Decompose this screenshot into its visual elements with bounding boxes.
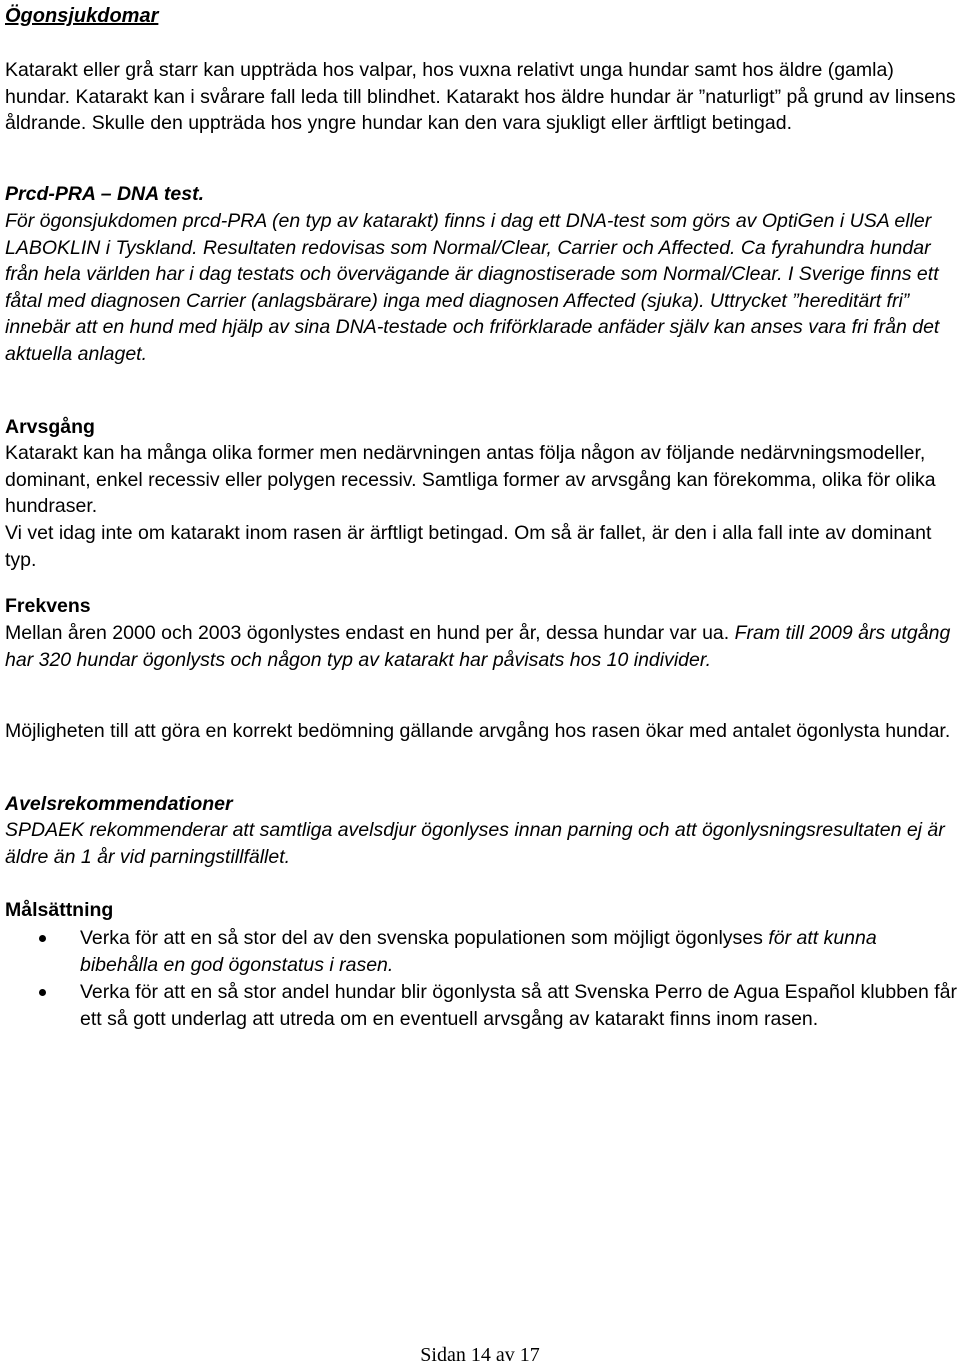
- goal-text-italic: för att kunna bibehålla en god ögonstatus i rasen.: [80, 927, 877, 976]
- intro-paragraph: Katarakt eller grå starr kan uppträda hos valpar, hos vuxna relativt unga hundar samt hos äldre (gamla) hundar. Katarakt kan i svårare fall leda till blindhet. Katarakt hos äldre hundar är ”naturligt” på grund av linsens åldrande. Skulle den uppträda hos yngre hundar kan den vara sjukligt eller ärftligt betingad.: [5, 59, 956, 134]
- page-number: Sidan 14 av 17: [420, 1344, 540, 1366]
- frekvens-paragraph-1: [5, 620, 957, 673]
- prcd-paragraph: För ögonsjukdomen prcd-PRA (en typ av katarakt) finns i dag ett DNA-test som görs av OptiGen i USA eller LABOKLIN i Tyskland. Resultaten redovisas som Normal/Clear, Carrier och Affected. Ca fyrahundra hundar från hela världen har i dag testats och övervägande är diagnostiserade som Normal/Clear. I Sverige finns ett fåtal med diagnosen Carrier (anlagsbärare) inga med diagnosen Affected (sjuka). Uttrycket ”hereditärt fri” innebär att en hund med hjälp av sina DNA-testade och friförklarade anfäder själv kan anses vara fri från det aktuella anlaget.: [5, 210, 940, 365]
- arvsgang-paragraph-2: Vi vet idag inte om katarakt inom rasen är ärftligt betingad. Om så är fallet, är den i alla fall inte av dominant typ.: [5, 522, 932, 571]
- bullet-icon: [39, 935, 46, 942]
- arvsgang-heading: Arvsgång: [5, 416, 95, 438]
- frekvens-text-plain: Mellan åren 2000 och 2003 ögonlystes endast en hund per år, dessa hundar var ua.: [5, 622, 730, 644]
- goals-list: [5, 925, 957, 1033]
- arvsgang-paragraph-1: Katarakt kan ha många olika former men nedärvningen antas följa någon av följande nedärvningsmodeller, dominant, enkel recessiv eller polygen recessiv. Samtliga former av arvsgång kan förekomma, olika för olika hundraser.: [5, 442, 936, 517]
- malsattning-heading: Målsättning: [5, 899, 114, 921]
- goal-text-plain: Verka för att en så stor del av den svenska populationen som möjligt ögonlyses: [80, 927, 763, 949]
- frekvens-heading: Frekvens: [5, 595, 91, 617]
- prcd-heading: Prcd-PRA – DNA test.: [5, 183, 205, 205]
- bullet-icon: [39, 989, 46, 996]
- list-item: [5, 925, 957, 978]
- list-item: [5, 979, 957, 1032]
- goal-text-plain: Verka för att en så stor andel hundar blir ögonlysta så att Svenska Perro de Agua Español klubben får ett så gott underlag att utreda om en eventuell arvsgång av katarakt finns inom rasen.: [80, 981, 957, 1030]
- frekvens-text-italic: Fram till 2009 års utgång har 320 hundar ögonlysts och någon typ av katarakt har påvisats hos 10 individer.: [5, 622, 951, 671]
- frekvens-paragraph-2: Möjligheten till att göra en korrekt bedömning gällande arvgång hos rasen ökar med antalet ögonlysta hundar.: [5, 720, 951, 742]
- avel-paragraph: SPDAEK rekommenderar att samtliga avelsdjur ögonlyses innan parning och att ögonlysningsresultaten ej är äldre än 1 år vid parningstillfället.: [5, 819, 945, 868]
- page-title: Ögonsjukdomar: [5, 5, 159, 27]
- avel-heading: Avelsrekommendationer: [5, 793, 233, 815]
